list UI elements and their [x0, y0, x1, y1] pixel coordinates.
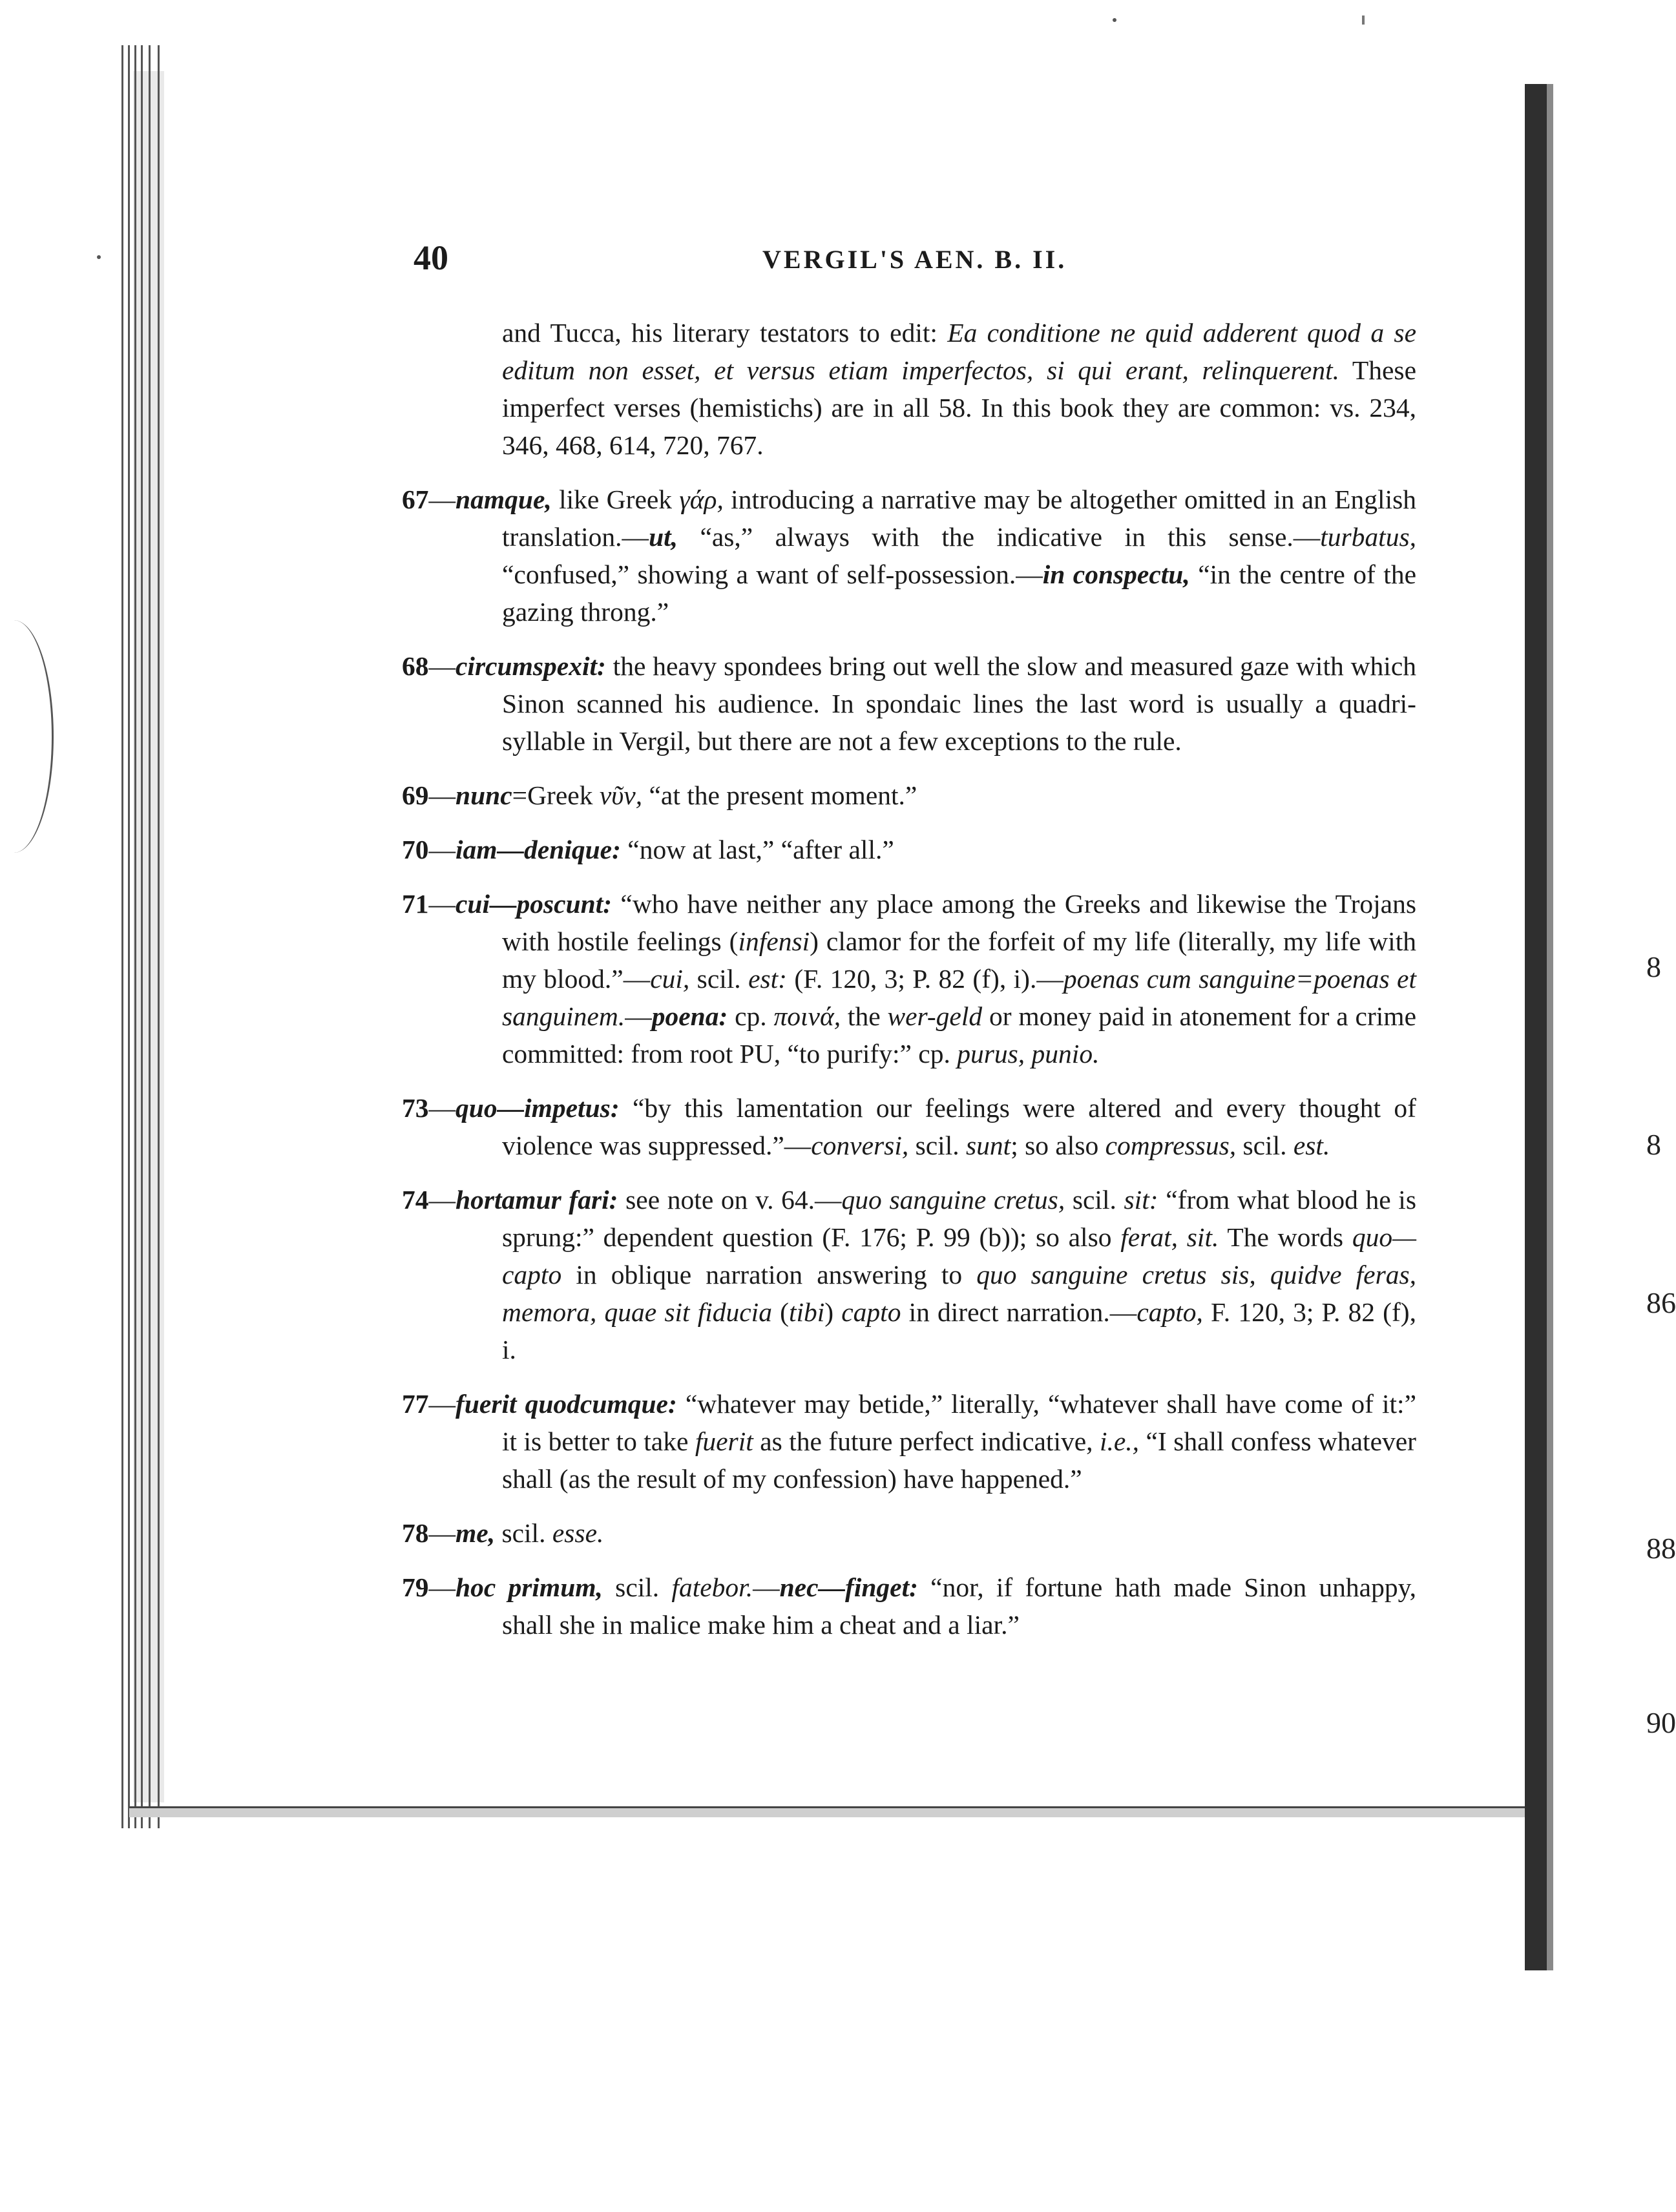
note-text: “by this lamentation our feelings were altered and every thought of violence was suppressed.”—: [502, 1093, 1416, 1160]
latin-text: Ea conditione ne quid adderent quod a se editum non esset, et versus etiam imperfectos, si qui erant, relinquerent.: [502, 318, 1416, 385]
verse-number: 71: [402, 889, 429, 919]
note-entry: [402, 1089, 1416, 1164]
latin-text: ποινά,: [773, 1001, 841, 1031]
latin-text: conversi,: [811, 1131, 909, 1160]
note-text: scil.: [1236, 1131, 1294, 1160]
note-text: scil.: [689, 964, 749, 994]
lemma-text: fuerit quodcumque:: [456, 1389, 677, 1419]
latin-text: wer-geld: [887, 1001, 983, 1031]
note-entry: [402, 647, 1416, 760]
note-entry: [402, 1569, 1416, 1643]
note-text: “from what blood he is sprung:” dependent question (F. 176; P. 99 (b)); so also: [502, 1185, 1416, 1252]
note-text: “I shall confess whatever shall (as the result of my confession) have happened.”: [502, 1426, 1416, 1494]
latin-text: sit:: [1124, 1185, 1158, 1215]
facing-page-number: 86: [1646, 1286, 1676, 1319]
lemma-text: nec—finget:: [779, 1572, 918, 1602]
note-text: cp.: [728, 1001, 774, 1031]
book-spine-shadow: [1525, 84, 1547, 1970]
note-text: —: [753, 1572, 780, 1602]
scan-speck: [97, 255, 101, 259]
latin-text: infensi: [738, 926, 810, 956]
note-text: in direct narration.—: [901, 1297, 1137, 1327]
note-text: “at the present moment.”: [642, 780, 917, 810]
note-text: ): [824, 1297, 842, 1327]
note-entry: [402, 1514, 1416, 1552]
note-text: “as,” always with the indicative in this sense.—: [678, 522, 1321, 552]
verse-dash: —: [428, 485, 456, 514]
note-text: =Greek: [512, 780, 600, 810]
verse-dash: —: [428, 835, 456, 864]
verse-dash: —: [428, 780, 456, 810]
note-text: in oblique narration answering to: [561, 1260, 977, 1289]
note-text: “nor, if fortune hath made Sinon unhappy, shall she in malice make him a cheat and a liar.”: [502, 1572, 1417, 1640]
note-entry: [402, 885, 1416, 1072]
note-text: ; so also: [1011, 1131, 1105, 1160]
verse-number: 73: [402, 1093, 429, 1123]
latin-text: quo sanguine cretus,: [841, 1185, 1065, 1215]
latin-text: poenas cum sanguine=poenas et sanguinem.: [502, 964, 1417, 1031]
facing-page-number: 88: [1646, 1532, 1676, 1565]
lemma-text: hoc primum,: [456, 1572, 603, 1602]
note-entry: [402, 777, 1416, 814]
latin-text: est.: [1293, 1131, 1330, 1160]
latin-text: i.e.,: [1099, 1426, 1140, 1456]
note-text: and Tucca, his literary testators to edit:: [502, 318, 948, 348]
latin-text: fatebor.: [671, 1572, 753, 1602]
lemma-text: cui—poscunt:: [456, 889, 613, 919]
note-text: “to purify:” cp.: [780, 1039, 958, 1069]
verse-number: 79: [402, 1572, 429, 1602]
lemma-text: quo—impetus:: [456, 1093, 620, 1123]
latin-text: cui,: [650, 964, 690, 994]
note-text: the heavy spondees bring out well the slow and measured gaze with which Sinon scanned his audience. In spondaic lines the last word is usually a quadri-syllable in Vergil, but there are not a few exceptions to the rule.: [502, 651, 1416, 756]
lemma-text: me,: [456, 1518, 496, 1548]
verse-dash: —: [428, 1185, 456, 1215]
note-text: The words: [1219, 1222, 1352, 1252]
note-text: “in the centre of the gazing throng.”: [502, 559, 1416, 627]
note-text: scil.: [602, 1572, 672, 1602]
page-number: 40: [414, 238, 448, 277]
latin-text: turbatus,: [1320, 522, 1416, 552]
latin-text: purus, punio.: [957, 1039, 1100, 1069]
facing-page-number: 90: [1646, 1706, 1676, 1739]
commentary-body: [402, 314, 1416, 1660]
latin-text: compressus,: [1105, 1131, 1237, 1160]
note-text: “who have neither any place among the Greeks and likewise the Trojans with hostile feelings (: [502, 889, 1416, 956]
verse-dash: —: [428, 651, 456, 681]
scan-speck: [1362, 16, 1365, 25]
lemma-text: poena:: [651, 1001, 728, 1031]
facing-page-number: 8: [1646, 1128, 1661, 1161]
scan-artifact-arc: [0, 620, 54, 853]
verse-number: 74: [402, 1185, 429, 1215]
page-bottom-edge: [129, 1806, 1525, 1817]
verse-number: 67: [402, 485, 429, 514]
note-text: These imperfect verses (hemistichs) are in all 58. In this book they are common: vs. 234, 346, 468, 614, 720, 767.: [502, 355, 1417, 460]
lemma-text: in conspectu,: [1042, 559, 1190, 589]
latin-text: tibi: [788, 1297, 825, 1327]
latin-text: quo—capto: [502, 1222, 1416, 1289]
latin-text: sunt: [966, 1131, 1011, 1160]
verse-number: 70: [402, 835, 429, 864]
latin-text: ferat, sit.: [1120, 1222, 1219, 1252]
latin-text: capto,: [1137, 1297, 1203, 1327]
running-head: VERGIL'S AEN. B. II.: [762, 245, 1067, 274]
note-text: the: [841, 1001, 888, 1031]
scan-speck: [1113, 18, 1116, 22]
note-text: or money paid in atonement for a crime committed: from root: [502, 1001, 1416, 1069]
note-text: F. 120, 3; P. 82 (f), i.: [502, 1297, 1416, 1364]
verse-number: 69: [402, 780, 429, 810]
latin-text: est:: [748, 964, 787, 994]
verse-dash: —: [428, 1518, 456, 1548]
note-text: —: [625, 1001, 652, 1031]
latin-text: γάρ,: [679, 485, 724, 514]
note-text: as the future perfect indicative,: [753, 1426, 1100, 1456]
book-spine-edge: [1547, 84, 1553, 1970]
note-text: ) clamor for the forfeit of my life (literally, my life with my blood.”—: [502, 926, 1416, 994]
note-text: introducing a narrative may be altogether omitted in an English translation.—: [502, 485, 1417, 552]
latin-text: PU,: [739, 1039, 781, 1069]
note-entry: [402, 481, 1416, 631]
facing-page-number: 8: [1646, 950, 1661, 983]
verse-number: 68: [402, 651, 429, 681]
latin-text: fuerit: [695, 1426, 753, 1456]
note-text: “whatever may betide,” literally, “whatever shall have come of it:” it is better to take: [502, 1389, 1416, 1456]
note-text: like Greek: [551, 485, 680, 514]
note-entry: [402, 1385, 1416, 1497]
lemma-text: hortamur fari:: [456, 1185, 618, 1215]
lemma-text: iam—denique:: [456, 835, 621, 864]
verse-dash: —: [428, 1093, 456, 1123]
latin-text: capto: [841, 1297, 901, 1327]
note-text: (: [771, 1297, 789, 1327]
note-entry: [402, 1181, 1416, 1368]
latin-text: esse.: [552, 1518, 604, 1548]
lemma-text: nunc: [456, 780, 512, 810]
verse-number: 77: [402, 1389, 429, 1419]
note-text: (F. 120, 3; P. 82 (f), i).—: [786, 964, 1063, 994]
lemma-text: ut,: [649, 522, 678, 552]
lemma-text: circumspexit:: [456, 651, 606, 681]
note-text: scil.: [908, 1131, 966, 1160]
note-text: “confused,” showing a want of self-possession.—: [502, 559, 1043, 589]
note-entry: [402, 831, 1416, 868]
note-text: see note on v. 64.—: [618, 1185, 842, 1215]
intro-paragraph: [402, 314, 1416, 464]
latin-text: quo sanguine cretus sis, quidve feras, memora, quae sit fiducia: [502, 1260, 1416, 1327]
notes-list: [402, 481, 1416, 1643]
page-header: [414, 238, 1421, 283]
note-text: “now at last,” “after all.”: [620, 835, 894, 864]
verse-dash: —: [428, 1389, 456, 1419]
verse-number: 78: [402, 1518, 429, 1548]
note-text: scil.: [1065, 1185, 1124, 1215]
verse-dash: —: [428, 1572, 456, 1602]
latin-text: νῦν,: [599, 780, 643, 810]
lemma-text: namque,: [456, 485, 552, 514]
verse-dash: —: [428, 889, 456, 919]
book-page-edges: [121, 45, 167, 1828]
note-text: scil.: [495, 1518, 552, 1548]
